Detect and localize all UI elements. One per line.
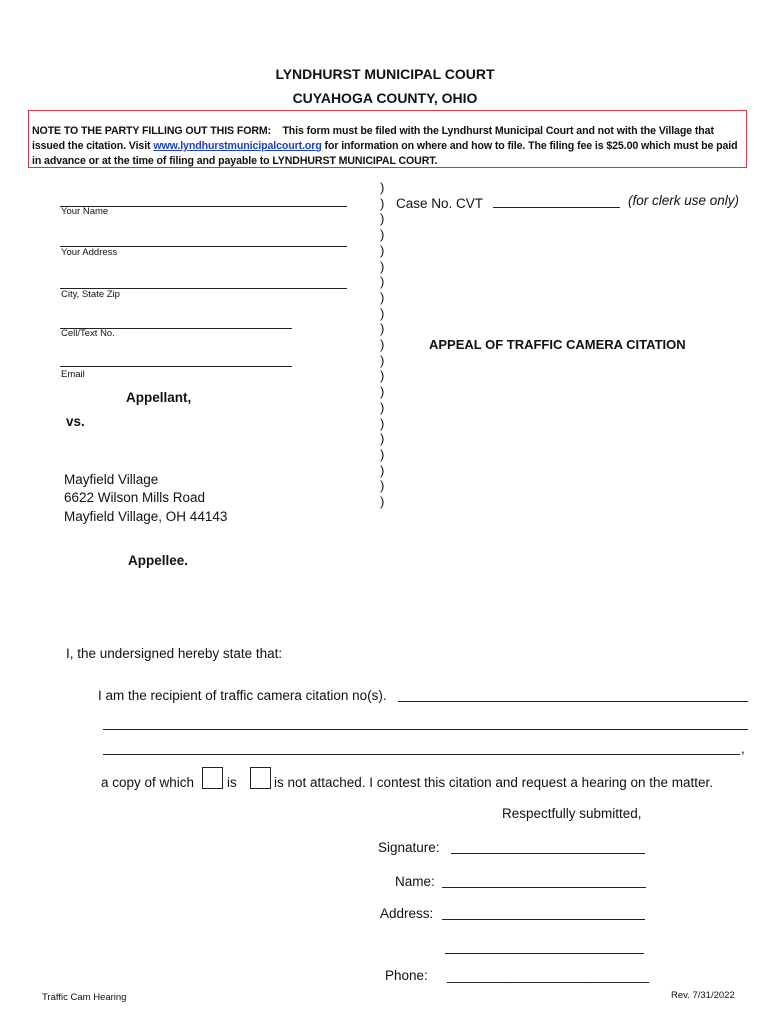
county-title: CUYAHOGA COUNTY, OHIO <box>292 90 478 106</box>
respectfully-submitted: Respectfully submitted, <box>502 806 642 821</box>
statement-intro: I, the undersigned hereby state that: <box>66 646 283 661</box>
note-text-2: for information on where and how to file. The filing fee is $25.00 which must be paid in advance or at the time of filing and payable to LYNDHURST MUNICIPAL COURT. <box>32 140 738 167</box>
city-state-zip-label: City, State Zip <box>61 289 120 300</box>
footer-revision: Rev. 7/31/2022 <box>671 990 735 1001</box>
is-attached-checkbox[interactable] <box>202 767 223 789</box>
note-lead: NOTE TO THE PARTY FILLING OUT THIS FORM: <box>32 125 272 137</box>
citation-number-field-3[interactable] <box>103 754 740 755</box>
note-text <box>32 124 744 169</box>
name-label: Name: <box>395 874 435 889</box>
your-address-label: Your Address <box>61 247 118 258</box>
email-line[interactable] <box>60 366 292 367</box>
signature-field[interactable] <box>451 853 645 854</box>
clerk-use-note: (for clerk use only) <box>628 193 740 208</box>
court-title: LYNDHURST MUNICIPAL COURT <box>275 66 495 82</box>
appellant-label: Appellant, <box>126 390 192 405</box>
appellee-street: 6622 Wilson Mills Road <box>64 490 206 505</box>
appellee-name: Mayfield Village <box>64 472 159 487</box>
caption-parentheses: ) ) ) ) ) ) ) ) ) ) ) ) ) ) ) ) ) ) ) ) ) <box>380 180 385 510</box>
document-title: APPEAL OF TRAFFIC CAMERA CITATION <box>429 337 686 352</box>
citation-comma: , <box>741 741 745 756</box>
footer-left: Traffic Cam Hearing <box>42 992 127 1003</box>
citation-number-field-2[interactable] <box>103 729 748 730</box>
vs-label: vs. <box>66 414 85 429</box>
is-attached-label: is <box>227 775 237 790</box>
address-field-2[interactable] <box>445 953 644 954</box>
name-field[interactable] <box>442 887 646 888</box>
email-label: Email <box>61 369 85 380</box>
phone-label: Phone: <box>385 968 428 983</box>
appellee-city: Mayfield Village, OH 44143 <box>64 509 228 524</box>
case-no-field[interactable] <box>493 207 620 208</box>
appellee-label: Appellee. <box>128 553 189 568</box>
signature-label: Signature: <box>378 840 440 855</box>
address-label: Address: <box>380 906 434 921</box>
case-no-label: Case No. CVT <box>396 196 484 211</box>
is-not-attached-text: is not attached. I contest this citation and request a hearing on the matter. <box>274 775 714 790</box>
address-field-1[interactable] <box>442 919 645 920</box>
cell-label: Cell/Text No. <box>61 328 115 339</box>
citation-number-field-1[interactable] <box>398 701 748 702</box>
note-text-1: This form must be filed with the Lyndhurst Municipal Court and not with the Village that issued the citation. Visit <box>32 125 714 152</box>
your-name-label: Your Name <box>61 206 109 217</box>
copy-of-which-text: a copy of which <box>101 775 195 790</box>
phone-field[interactable]: ____________________________ <box>447 968 649 983</box>
court-website-link[interactable]: www.lyndhurstmunicipalcourt.org <box>153 140 322 152</box>
is-not-attached-checkbox[interactable] <box>250 767 271 789</box>
recipient-text: I am the recipient of traffic camera citation no(s). <box>98 688 387 703</box>
